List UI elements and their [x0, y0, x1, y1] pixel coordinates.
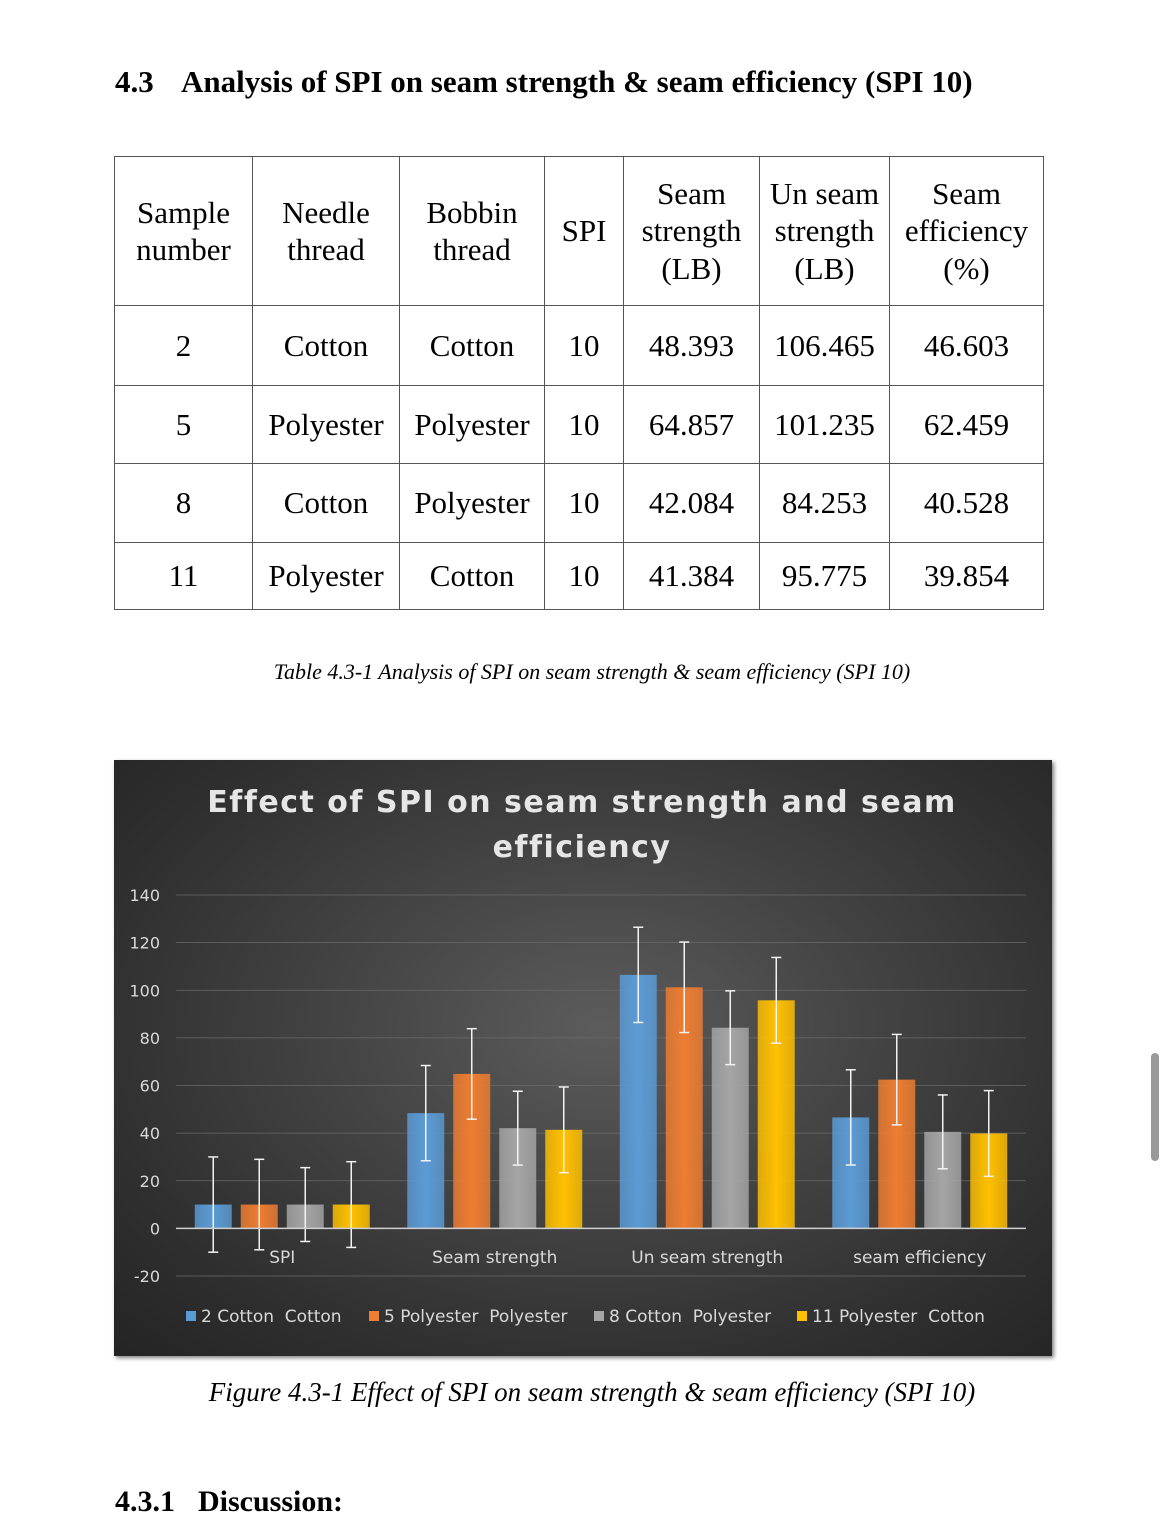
- chart-title: Effect of SPI on seam strength and seam: [207, 785, 957, 820]
- x-tick-label: SPI: [269, 1248, 296, 1268]
- table-row: [115, 386, 1044, 464]
- section-title: Analysis of SPI on seam strength & seam efficiency (SPI 10): [181, 64, 973, 99]
- header-cell: Seam efficiency (%): [890, 157, 1044, 306]
- table-cell: 11: [115, 543, 253, 610]
- scrollbar-thumb[interactable]: [1151, 1053, 1159, 1161]
- table-cell: Polyester: [253, 386, 400, 464]
- table-cell: 42.084: [624, 464, 760, 543]
- table-cell: 10: [545, 386, 624, 464]
- legend-label: 8 Cotton Polyester: [609, 1307, 772, 1327]
- table-header-row: [115, 157, 1044, 306]
- legend-swatch: [594, 1311, 604, 1321]
- legend-swatch: [369, 1311, 379, 1321]
- table-row: [115, 306, 1044, 386]
- x-tick-label: Seam strength: [432, 1248, 558, 1268]
- subsection-heading: [115, 1485, 343, 1519]
- y-tick-label: 40: [139, 1124, 160, 1144]
- table-cell: 84.253: [760, 464, 890, 543]
- table-row: [115, 464, 1044, 543]
- header-cell: Un seam strength (LB): [760, 157, 890, 306]
- y-tick-label: 60: [139, 1076, 160, 1096]
- y-tick-label: 140: [129, 886, 160, 905]
- table-cell: 41.384: [624, 543, 760, 610]
- header-cell: Needle thread: [253, 157, 400, 306]
- y-tick-label: 120: [129, 933, 160, 953]
- table-cell: 106.465: [760, 306, 890, 386]
- y-tick-label: 20: [139, 1171, 160, 1191]
- table-cell: 101.235: [760, 386, 890, 464]
- section-number: 4.3: [115, 64, 154, 99]
- table-cell: 40.528: [890, 464, 1044, 543]
- x-tick-label: Un seam strength: [631, 1248, 784, 1268]
- figure-caption: Figure 4.3-1 Effect of SPI on seam strength & seam efficiency (SPI 10): [208, 1377, 976, 1407]
- table-cell: Polyester: [400, 464, 545, 543]
- y-tick-label: 80: [139, 1028, 160, 1048]
- table-cell: 95.775: [760, 543, 890, 610]
- chart-container: [114, 760, 1052, 1356]
- table-cell: 10: [545, 464, 624, 543]
- table-cell: Cotton: [253, 306, 400, 386]
- data-table: [114, 156, 1044, 610]
- table-cell: 39.854: [890, 543, 1044, 610]
- table-cell: 48.393: [624, 306, 760, 386]
- table-cell: 10: [545, 543, 624, 610]
- table-cell: Polyester: [253, 543, 400, 610]
- table-row: [115, 543, 1044, 610]
- subsection-number: 4.3.1: [115, 1485, 175, 1518]
- header-cell: SPI: [545, 157, 624, 306]
- legend-label: 11 Polyester Cotton: [812, 1307, 985, 1327]
- table-cell: 8: [115, 464, 253, 543]
- chart-title: efficiency: [492, 830, 672, 865]
- table-cell: Cotton: [400, 306, 545, 386]
- header-cell: Sample number: [115, 157, 253, 306]
- table-cell: Cotton: [253, 464, 400, 543]
- subsection-title: Discussion:: [198, 1485, 344, 1518]
- table-cell: 62.459: [890, 386, 1044, 464]
- x-tick-label: seam efficiency: [853, 1248, 987, 1268]
- y-tick-label: 0: [149, 1219, 160, 1239]
- table-cell: 2: [115, 306, 253, 386]
- table-cell: 46.603: [890, 306, 1044, 386]
- legend-swatch: [797, 1311, 807, 1321]
- section-heading: [115, 64, 973, 100]
- bar-chart: [114, 760, 1052, 1356]
- table-cell: Polyester: [400, 386, 545, 464]
- table-cell: 64.857: [624, 386, 760, 464]
- legend-label: 5 Polyester Polyester: [384, 1307, 568, 1327]
- table-caption: Table 4.3-1 Analysis of SPI on seam strength & seam efficiency (SPI 10): [273, 659, 911, 684]
- y-tick-label: -20: [133, 1267, 160, 1286]
- table-cell: Cotton: [400, 543, 545, 610]
- y-tick-label: 100: [129, 981, 160, 1001]
- legend-label: 2 Cotton Cotton: [201, 1307, 342, 1327]
- header-cell: Bobbin thread: [400, 157, 545, 306]
- table-cell: 5: [115, 386, 253, 464]
- header-cell: Seam strength (LB): [624, 157, 760, 306]
- legend-swatch: [186, 1311, 196, 1321]
- table-cell: 10: [545, 306, 624, 386]
